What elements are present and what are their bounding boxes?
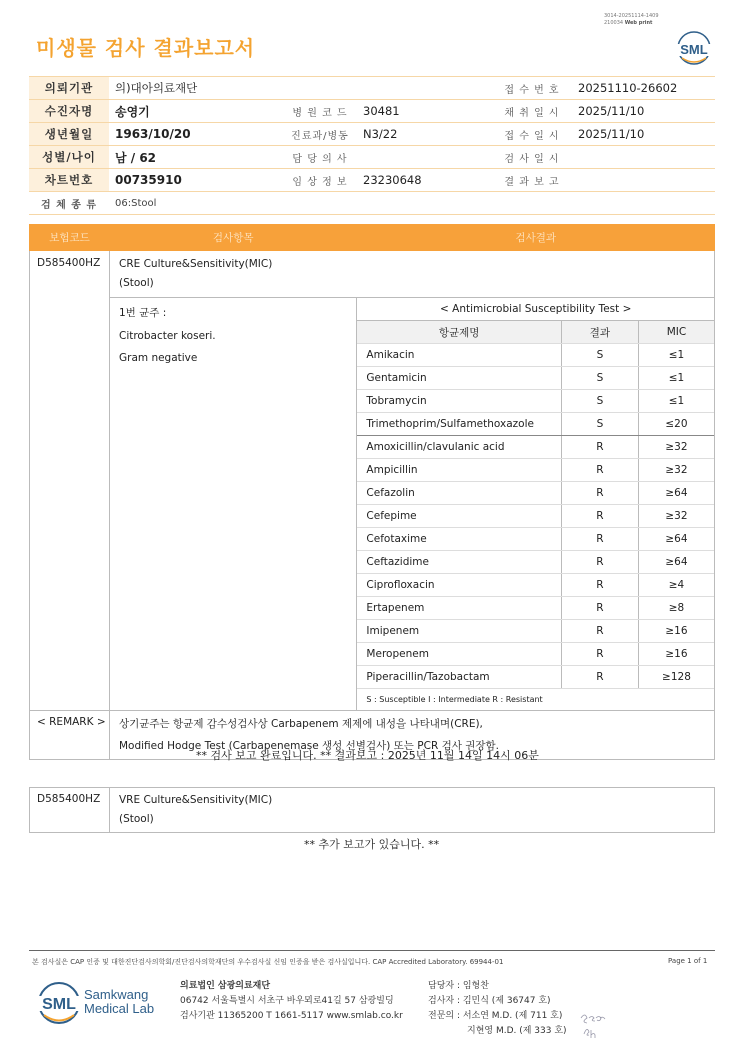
ast-mic-cell: ≥8 [638,597,714,620]
sex-age-value: 남 / 62 [109,146,283,169]
org-info [180,979,403,1024]
ast-mic-header: MIC [638,321,714,344]
ast-row [357,482,714,505]
col-result-header: 검사결과 [357,225,715,251]
org-name: 의료법인 삼광의료재단 [180,981,271,991]
ast-mic-cell: ≥32 [638,436,714,459]
hospital-code-value: 30481 [357,100,492,123]
test1-code: D585400HZ [30,251,110,298]
ast-drug-cell: Ertapenem [357,597,561,620]
ast-row [357,390,714,413]
results-table [29,224,715,760]
ast-drug-cell: Gentamicin [357,367,561,390]
footer-logo-text: SML [42,996,76,1013]
sml-logo-text: SML [680,42,708,57]
ast-legend: S : Susceptible I : Intermediate R : Resistant [357,689,714,711]
ast-result-cell: R [561,459,638,482]
ast-drug-cell: Ampicillin [357,459,561,482]
receipt-date-value: 2025/11/10 [572,123,715,146]
organism-gram: Gram negative [118,352,198,364]
ast-drug-cell: Cefazolin [357,482,561,505]
sml-footer-logo-icon [36,980,82,1026]
patient-info-table [29,76,715,215]
ast-mic-cell: ≥16 [638,643,714,666]
ast-result-cell: R [561,528,638,551]
lab-name-line1: Samkwang [84,987,149,1002]
specimen-value: 06:Stool [109,192,715,215]
ast-result-cell: R [561,436,638,459]
ast-drug-header: 항균제명 [357,321,561,344]
ast-row [357,620,714,643]
ast-mic-cell: ≤1 [638,344,714,367]
sex-age-label: 성별/나이 [29,146,109,169]
ast-drug-cell: Imipenem [357,620,561,643]
ast-mic-cell: ≥4 [638,574,714,597]
footer-divider [29,950,715,951]
specimen-label: 검 체 종 류 [29,192,109,215]
chart-no-label: 차트번호 [29,169,109,192]
staff-info [428,979,567,1039]
ast-row [357,551,714,574]
ast-result-cell: R [561,551,638,574]
ast-result-cell: R [561,574,638,597]
ast-row [357,574,714,597]
ast-row [357,413,714,436]
lab-name [84,988,154,1016]
ast-mic-cell: ≤1 [638,390,714,413]
test2-specimen: (Stool) [119,813,154,825]
client-value: 의)대아의료재단 [109,77,492,100]
ast-drug-cell: Piperacillin/Tazobactam [357,666,561,689]
ast-drug-cell: Tobramycin [357,390,561,413]
collect-date-label: 채 취 일 시 [492,100,572,123]
client-label: 의뢰기관 [29,77,109,100]
web-print-label: Web print [624,20,653,26]
organism-name: Citrobacter koseri. [118,329,216,342]
doc-code-line1: 3014-20251114-1409 [604,13,659,19]
ast-drug-cell: Cefepime [357,505,561,528]
more-report-note: ** 추가 보고가 있습니다. ** [304,838,440,851]
ast-row [357,436,714,459]
ast-result-cell: S [561,413,638,436]
ast-row [357,367,714,390]
ast-row [357,459,714,482]
dob-label: 생년월일 [29,123,109,146]
ast-result-cell: R [561,597,638,620]
name-value: 송영기 [109,100,283,123]
dept-value: N3/22 [357,123,492,146]
receipt-no-value: 20251110-26602 [572,77,715,100]
remark-label: < REMARK > [30,711,110,760]
ast-drug-cell: Ciprofloxacin [357,574,561,597]
ast-result-cell: S [561,367,638,390]
test2-code: D585400HZ [30,788,110,833]
ast-mic-cell: ≥64 [638,528,714,551]
ast-row [357,344,714,367]
clinical-value: 23230648 [357,169,492,192]
ast-result-cell: S [561,344,638,367]
staff-in-charge: 담당자 : 임형찬 [428,981,489,991]
staff-tester: 검사자 : 김민식 (제 36747 호) [428,996,551,1006]
ast-table [357,298,714,710]
cert-text: 본 검사실은 CAP 인증 및 대한진단검사의학회/진단검사의학재단의 우수검사실 신임 인증을 받은 검사실입니다. CAP Accredited Laboratory. 69944-01 [32,958,504,966]
test-date-value [572,146,715,169]
ast-drug-cell: Amikacin [357,344,561,367]
ast-drug-cell: Meropenem [357,643,561,666]
test1-name: CRE Culture&Sensitivity(MIC) [118,258,273,270]
ast-mic-cell: ≥64 [638,551,714,574]
ast-result-cell: R [561,666,638,689]
test2-table [29,787,715,833]
lab-name-line2: Medical Lab [84,1001,155,1016]
ast-drug-cell: Trimethoprim/Sulfamethoxazole [357,413,561,436]
ast-drug-cell: Cefotaxime [357,528,561,551]
document-code [604,13,659,27]
doctor-value [357,146,492,169]
receipt-date-label: 접 수 일 시 [492,123,572,146]
ast-mic-cell: ≤20 [638,413,714,436]
doctor-label: 담 당 의 사 [283,146,357,169]
ast-mic-cell: ≥128 [638,666,714,689]
collect-date-value: 2025/11/10 [572,100,715,123]
report-label: 결 과 보 고 [492,169,572,192]
name-label: 수진자명 [29,100,109,123]
ast-result-cell: R [561,482,638,505]
ast-mic-cell: ≥32 [638,459,714,482]
dob-value: 1963/10/20 [109,123,283,146]
ast-mic-cell: ≥32 [638,505,714,528]
chart-no-value: 00735910 [109,169,283,192]
staff-specialist-2: 지현영 M.D. (제 333 호) [467,1026,567,1036]
remark-line2: Modified Hodge Test (Carbapenemase 생성 선별검사) 또는 PCR 검사 권장함. [118,740,499,752]
clinical-label: 임 상 정 보 [283,169,357,192]
ast-mic-cell: ≤1 [638,367,714,390]
page-title: 미생물 검사 결과보고서 [36,36,256,60]
ast-result-cell: R [561,505,638,528]
ast-mic-cell: ≥16 [638,620,714,643]
hospital-code-label: 병 원 코 드 [283,100,357,123]
org-contact: 검사기관 11365200 T 1661-5117 www.smlab.co.kr [180,1011,403,1021]
organism-label: 1번 균주 : [118,307,167,319]
ast-row [357,666,714,689]
sml-logo-icon [676,30,712,66]
ast-result-header: 결과 [561,321,638,344]
ast-row [357,505,714,528]
remark-line1: 상기균주는 항균제 감수성검사상 Carbapenem 제제에 내성을 나타내며(CRE), [118,718,483,730]
col-item-header: 검사항목 [109,225,356,251]
ast-row [357,597,714,620]
ast-result-cell: R [561,620,638,643]
ast-drug-cell: Ceftazidime [357,551,561,574]
ast-row [357,528,714,551]
dept-label: 진료과/병동 [283,123,357,146]
test1-specimen: (Stool) [118,277,154,289]
doc-code-line2: 210034 [604,20,624,26]
col-code-header: 보험코드 [30,225,110,251]
test-date-label: 검 사 일 시 [492,146,572,169]
report-value [572,169,715,192]
ast-result-cell: S [561,390,638,413]
staff-specialist-1: 전문의 : 서소연 M.D. (제 711 호) [428,1011,563,1021]
complete-note: ** 검사 보고 완료입니다. ** 결과보고 : 2025년 11월 14일 14시 06분 [196,749,539,762]
ast-drug-cell: Amoxicillin/clavulanic acid [357,436,561,459]
ast-title: < Antimicrobial Susceptibility Test > [357,298,714,321]
ast-row [357,643,714,666]
page-number: Page 1 of 1 [668,957,708,965]
org-address: 06742 서울특별시 서초구 바우뫼로41길 57 삼광빌딩 [180,996,394,1006]
receipt-no-label: 접 수 번 호 [492,77,572,100]
signature-image [578,1008,608,1040]
ast-result-cell: R [561,643,638,666]
test2-name: VRE Culture&Sensitivity(MIC) [119,794,273,806]
ast-mic-cell: ≥64 [638,482,714,505]
